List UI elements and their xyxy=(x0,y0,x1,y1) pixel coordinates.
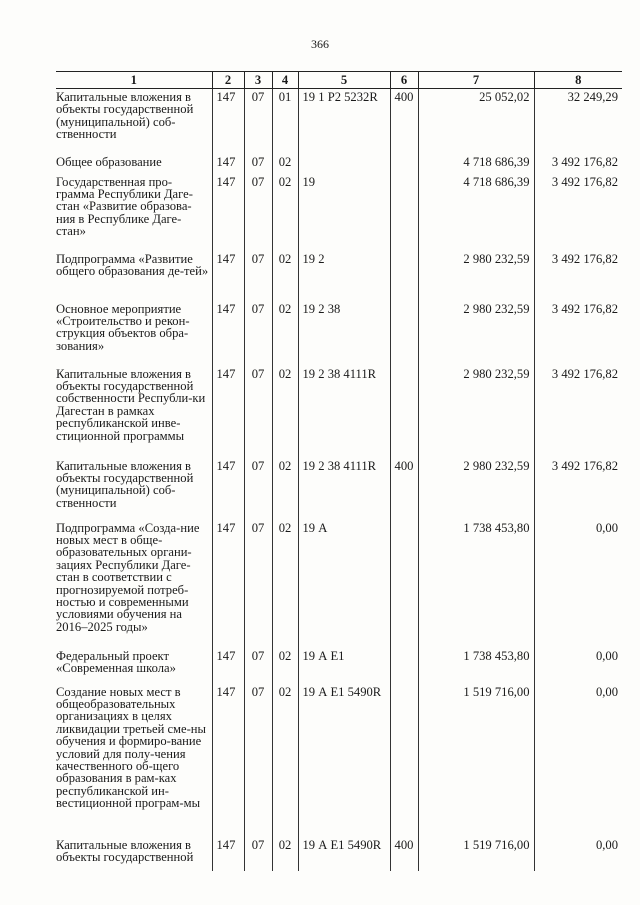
cell-dept: 147 xyxy=(212,684,244,837)
table-row xyxy=(56,648,622,684)
cell-target: 19 2 38 4111R xyxy=(298,366,390,458)
cell-type xyxy=(390,648,418,684)
page-number: 366 xyxy=(311,37,329,51)
header-cell: 3 xyxy=(244,72,272,89)
header-cell: 4 xyxy=(272,72,298,89)
cell-value-2: 3 492 176,82 xyxy=(534,251,622,301)
cell-type xyxy=(390,520,418,648)
cell-section: 07 xyxy=(244,174,272,251)
cell-name: Капитальные вложения в объекты государственной (муниципальной) соб-ственности xyxy=(56,90,194,142)
header-cell: 2 xyxy=(212,72,244,89)
cell-name: Общее образование xyxy=(56,154,162,169)
cell-target: 19 А Е1 5490R xyxy=(298,684,390,837)
cell-value-1: 2 980 232,59 xyxy=(418,458,534,520)
table-row xyxy=(56,458,622,520)
cell-target: 19 1 P2 5232R xyxy=(298,89,390,154)
cell-target xyxy=(298,154,390,174)
cell-type xyxy=(390,301,418,366)
cell-dept: 147 xyxy=(212,458,244,520)
cell-section: 07 xyxy=(244,648,272,684)
cell-section: 07 xyxy=(244,520,272,648)
cell-type: 400 xyxy=(390,458,418,520)
cell-dept: 147 xyxy=(212,520,244,648)
cell-section: 07 xyxy=(244,366,272,458)
cell-target: 19 xyxy=(298,174,390,251)
cell-subsection: 02 xyxy=(272,301,298,366)
cell-section: 07 xyxy=(244,301,272,366)
cell-subsection: 01 xyxy=(272,89,298,154)
cell-dept: 147 xyxy=(212,301,244,366)
cell-section: 07 xyxy=(244,154,272,174)
table-row xyxy=(56,520,622,648)
cell-value-1: 1 738 453,80 xyxy=(418,520,534,648)
cell-type xyxy=(390,251,418,301)
cell-dept: 147 xyxy=(212,89,244,154)
cell-value-2: 3 492 176,82 xyxy=(534,301,622,366)
cell-name: Создание новых мест в общеобразовательных организациях в целях ликвидации третьей сме-ны обучения и формиро-вание условий для полу-чения качественного об-щего образования в рам-ках республиканской ин-вестиционной програм-мы xyxy=(56,684,207,811)
cell-target: 19 А Е1 5490R xyxy=(298,837,390,871)
table-row xyxy=(56,684,622,837)
header-cell: 8 xyxy=(534,72,622,89)
cell-name: Подпрограмма «Развитие общего образования де-тей» xyxy=(56,251,209,278)
cell-dept: 147 xyxy=(212,154,244,174)
cell-name: Подпрограмма «Созда-ние новых мест в обще-образовательных органи-зациях Республики Даге-стан в соответствии с прогнозируемой потреб-ностью и современными условиями обучения на 2016–2025 годы» xyxy=(56,520,200,634)
cell-type: 400 xyxy=(390,89,418,154)
cell-target: 19 2 xyxy=(298,251,390,301)
table-row xyxy=(56,174,622,251)
header-cell: 1 xyxy=(56,72,212,89)
cell-value-1: 1 519 716,00 xyxy=(418,837,534,871)
cell-subsection: 02 xyxy=(272,684,298,837)
cell-value-1: 2 980 232,59 xyxy=(418,366,534,458)
cell-value-1: 2 980 232,59 xyxy=(418,251,534,301)
cell-section: 07 xyxy=(244,684,272,837)
cell-value-1: 1 519 716,00 xyxy=(418,684,534,837)
cell-type: 400 xyxy=(390,837,418,871)
cell-section: 07 xyxy=(244,89,272,154)
cell-dept: 147 xyxy=(212,648,244,684)
table-row xyxy=(56,837,622,871)
cell-target: 19 А xyxy=(298,520,390,648)
cell-value-1: 25 052,02 xyxy=(418,89,534,154)
cell-name: Капитальные вложения в объекты государственной (муниципальной) соб-ственности xyxy=(56,458,194,510)
cell-type xyxy=(390,684,418,837)
cell-type xyxy=(390,154,418,174)
table-row xyxy=(56,251,622,301)
cell-target: 19 А Е1 xyxy=(298,648,390,684)
table-row xyxy=(56,366,622,458)
cell-name: Федеральный проект «Современная школа» xyxy=(56,648,176,675)
cell-subsection: 02 xyxy=(272,366,298,458)
cell-subsection: 02 xyxy=(272,520,298,648)
cell-section: 07 xyxy=(244,837,272,871)
cell-value-1: 1 738 453,80 xyxy=(418,648,534,684)
cell-value-2: 0,00 xyxy=(534,520,622,648)
cell-dept: 147 xyxy=(212,837,244,871)
header-cell: 5 xyxy=(298,72,390,89)
cell-section: 07 xyxy=(244,251,272,301)
cell-name: Капитальные вложения в объекты государственной собственности Республи-ки Дагестан в рамках республиканской инве-стиционной программы xyxy=(56,366,206,443)
cell-value-1: 4 718 686,39 xyxy=(418,154,534,174)
header-cell: 7 xyxy=(418,72,534,89)
cell-dept: 147 xyxy=(212,174,244,251)
cell-value-2: 0,00 xyxy=(534,837,622,871)
cell-name: Основное мероприятие «Строительство и рекон-струкция объектов обра-зования» xyxy=(56,301,190,353)
cell-section: 07 xyxy=(244,458,272,520)
cell-subsection: 02 xyxy=(272,837,298,871)
cell-value-2: 3 492 176,82 xyxy=(534,366,622,458)
table-row xyxy=(56,154,622,174)
budget-table xyxy=(56,71,622,871)
header-cell: 6 xyxy=(390,72,418,89)
cell-value-2: 3 492 176,82 xyxy=(534,174,622,251)
table-header-row xyxy=(56,72,622,89)
cell-name: Государственная про-грамма Республики Даге-стан «Развитие образова-ния в Республике Даге-стан» xyxy=(56,174,193,239)
cell-subsection: 02 xyxy=(272,251,298,301)
cell-subsection: 02 xyxy=(272,458,298,520)
cell-type xyxy=(390,174,418,251)
cell-dept: 147 xyxy=(212,251,244,301)
cell-value-2: 3 492 176,82 xyxy=(534,154,622,174)
cell-value-1: 2 980 232,59 xyxy=(418,301,534,366)
cell-value-2: 0,00 xyxy=(534,684,622,837)
cell-dept: 147 xyxy=(212,366,244,458)
cell-target: 19 2 38 xyxy=(298,301,390,366)
cell-value-2: 3 492 176,82 xyxy=(534,458,622,520)
cell-subsection: 02 xyxy=(272,648,298,684)
table-row xyxy=(56,301,622,366)
cell-value-2: 32 249,29 xyxy=(534,89,622,154)
cell-subsection: 02 xyxy=(272,174,298,251)
cell-subsection: 02 xyxy=(272,154,298,174)
cell-value-2: 0,00 xyxy=(534,648,622,684)
cell-type xyxy=(390,366,418,458)
cell-value-1: 4 718 686,39 xyxy=(418,174,534,251)
table-row xyxy=(56,89,622,154)
cell-target: 19 2 38 4111R xyxy=(298,458,390,520)
cell-name: Капитальные вложения в объекты государственной xyxy=(56,837,194,864)
